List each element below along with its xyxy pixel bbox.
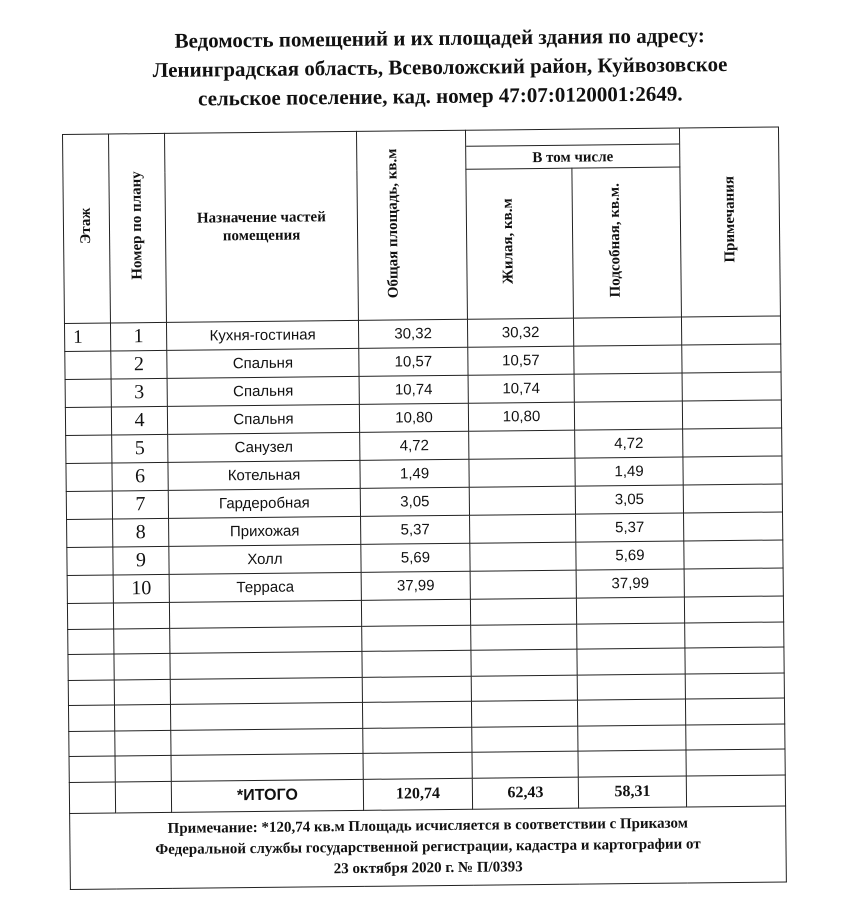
cell-floor bbox=[66, 463, 112, 491]
cell-plan-number: 1 bbox=[110, 322, 166, 351]
total-area-sum: 120,74 bbox=[363, 778, 472, 810]
cell-living bbox=[469, 486, 575, 515]
cell-total-area: 5,37 bbox=[361, 515, 470, 544]
cell-notes bbox=[683, 428, 782, 457]
header-notes bbox=[679, 127, 780, 317]
cell-total-area: 10,80 bbox=[359, 403, 468, 432]
cell-plan-number: 8 bbox=[113, 518, 169, 547]
cell-plan-number: 5 bbox=[112, 434, 168, 463]
cell-floor bbox=[65, 379, 111, 407]
note-line-2: Федеральной службы государственной регистрации, кадастра и картографии от bbox=[155, 835, 701, 858]
cell-auxiliary: 1,49 bbox=[575, 457, 683, 486]
cell-plan-number: 7 bbox=[112, 490, 168, 519]
cell-plan-number: 4 bbox=[111, 406, 167, 435]
cell-notes bbox=[684, 540, 783, 569]
header-living-label: Жилая, кв.м bbox=[499, 198, 517, 285]
note-cell bbox=[70, 805, 787, 888]
cell-auxiliary: 5,37 bbox=[576, 513, 684, 542]
cell-notes bbox=[682, 344, 781, 373]
cell-auxiliary bbox=[574, 345, 682, 374]
cell-notes bbox=[684, 512, 783, 541]
cell-auxiliary: 5,69 bbox=[576, 541, 684, 570]
note-line-1: Примечание: *120,74 кв.м Площадь исчисляется в соответствии с Приказом bbox=[167, 814, 688, 837]
cell-purpose: Холл bbox=[169, 544, 361, 574]
cell-total-area: 3,05 bbox=[360, 487, 469, 516]
cell-total-area: 4,72 bbox=[360, 431, 469, 460]
cell-living bbox=[470, 570, 576, 599]
document-title bbox=[80, 20, 801, 115]
cell-total-area: 1,49 bbox=[360, 459, 469, 488]
cell-living: 10,80 bbox=[468, 402, 574, 431]
cell-notes bbox=[683, 484, 782, 513]
cell-living bbox=[469, 430, 575, 459]
cell-living: 10,57 bbox=[468, 346, 574, 375]
cell-plan-number: 2 bbox=[111, 350, 167, 379]
cell-floor bbox=[65, 407, 111, 435]
cell-notes bbox=[683, 456, 782, 485]
cell-purpose: Котельная bbox=[168, 460, 360, 490]
header-floor-label: Этаж bbox=[77, 208, 95, 245]
header-total-area bbox=[356, 130, 467, 320]
header-auxiliary-label: Подсобная, кв.м. bbox=[606, 183, 624, 298]
cell-floor bbox=[67, 519, 113, 547]
cell-notes bbox=[684, 568, 783, 597]
cell-total-area: 10,74 bbox=[359, 375, 468, 404]
title-line-1: Ведомость помещений и их площадей здания по адресу: bbox=[174, 23, 705, 53]
header-floor bbox=[63, 134, 111, 323]
header-living bbox=[466, 168, 574, 319]
cell-total-area: 10,57 bbox=[359, 347, 468, 376]
cell-auxiliary bbox=[574, 373, 682, 402]
cell-living bbox=[470, 514, 576, 543]
rooms-table bbox=[62, 126, 787, 889]
cell-floor bbox=[66, 435, 112, 463]
total-label: *ИТОГО bbox=[171, 779, 363, 812]
cell-total-area: 5,69 bbox=[361, 543, 470, 572]
header-auxiliary bbox=[572, 167, 682, 318]
cell-purpose: Спальня bbox=[167, 404, 359, 434]
cell-plan-number: 3 bbox=[111, 378, 167, 407]
header-purpose bbox=[164, 131, 358, 322]
cell-purpose: Спальня bbox=[167, 348, 359, 378]
cell-notes bbox=[681, 316, 780, 345]
cell-total-area: 30,32 bbox=[358, 319, 467, 348]
header-notes-label: Примечания bbox=[720, 176, 738, 263]
note-row bbox=[70, 805, 787, 888]
header-including-label: В том числе bbox=[466, 144, 679, 168]
cell-plan-number: 10 bbox=[113, 574, 169, 603]
cell-floor bbox=[67, 575, 113, 603]
cell-auxiliary: 4,72 bbox=[575, 429, 683, 458]
cell-purpose: Прихожая bbox=[169, 516, 361, 546]
cell-floor bbox=[66, 491, 112, 519]
header-plan-number-label: Номер по плану bbox=[128, 171, 146, 281]
total-auxiliary-sum: 58,31 bbox=[578, 775, 686, 807]
cell-total-area: 37,99 bbox=[361, 571, 470, 600]
header-plan-number bbox=[109, 133, 167, 323]
cell-notes bbox=[682, 400, 781, 429]
cell-floor bbox=[65, 351, 111, 379]
cell-notes bbox=[682, 372, 781, 401]
cell-purpose: Терраса bbox=[169, 572, 361, 602]
header-purpose-label: Назначение частей помещения bbox=[196, 209, 326, 245]
title-line-2: Ленинградская область, Всеволожский район, Куйвозовское bbox=[152, 51, 728, 83]
cell-purpose: Спальня bbox=[167, 376, 359, 406]
total-living-sum: 62,43 bbox=[472, 777, 578, 809]
cell-floor bbox=[67, 547, 113, 575]
cell-purpose: Санузел bbox=[168, 432, 360, 462]
cell-purpose: Гардеробная bbox=[168, 488, 360, 518]
header-including bbox=[465, 128, 679, 170]
cell-living bbox=[469, 458, 575, 487]
cell-floor: 1 bbox=[64, 323, 110, 351]
rooms-sheet bbox=[62, 127, 786, 884]
cell-living: 10,74 bbox=[468, 374, 574, 403]
cell-living: 30,32 bbox=[467, 318, 573, 347]
note-line-3: 23 октября 2020 г. № П/0393 bbox=[333, 858, 523, 877]
cell-living bbox=[470, 542, 576, 571]
cell-plan-number: 9 bbox=[113, 546, 169, 575]
cell-auxiliary: 37,99 bbox=[576, 569, 684, 598]
cell-plan-number: 6 bbox=[112, 462, 168, 491]
header-total-area-label: Общая площадь, кв.м bbox=[384, 148, 402, 298]
cell-auxiliary bbox=[573, 317, 681, 346]
cell-auxiliary: 3,05 bbox=[575, 485, 683, 514]
cell-auxiliary bbox=[574, 401, 682, 430]
title-line-3: сельское поселение, кад. номер 47:07:0120001:2649. bbox=[197, 81, 683, 111]
cell-purpose: Кухня-гостиная bbox=[166, 320, 358, 350]
